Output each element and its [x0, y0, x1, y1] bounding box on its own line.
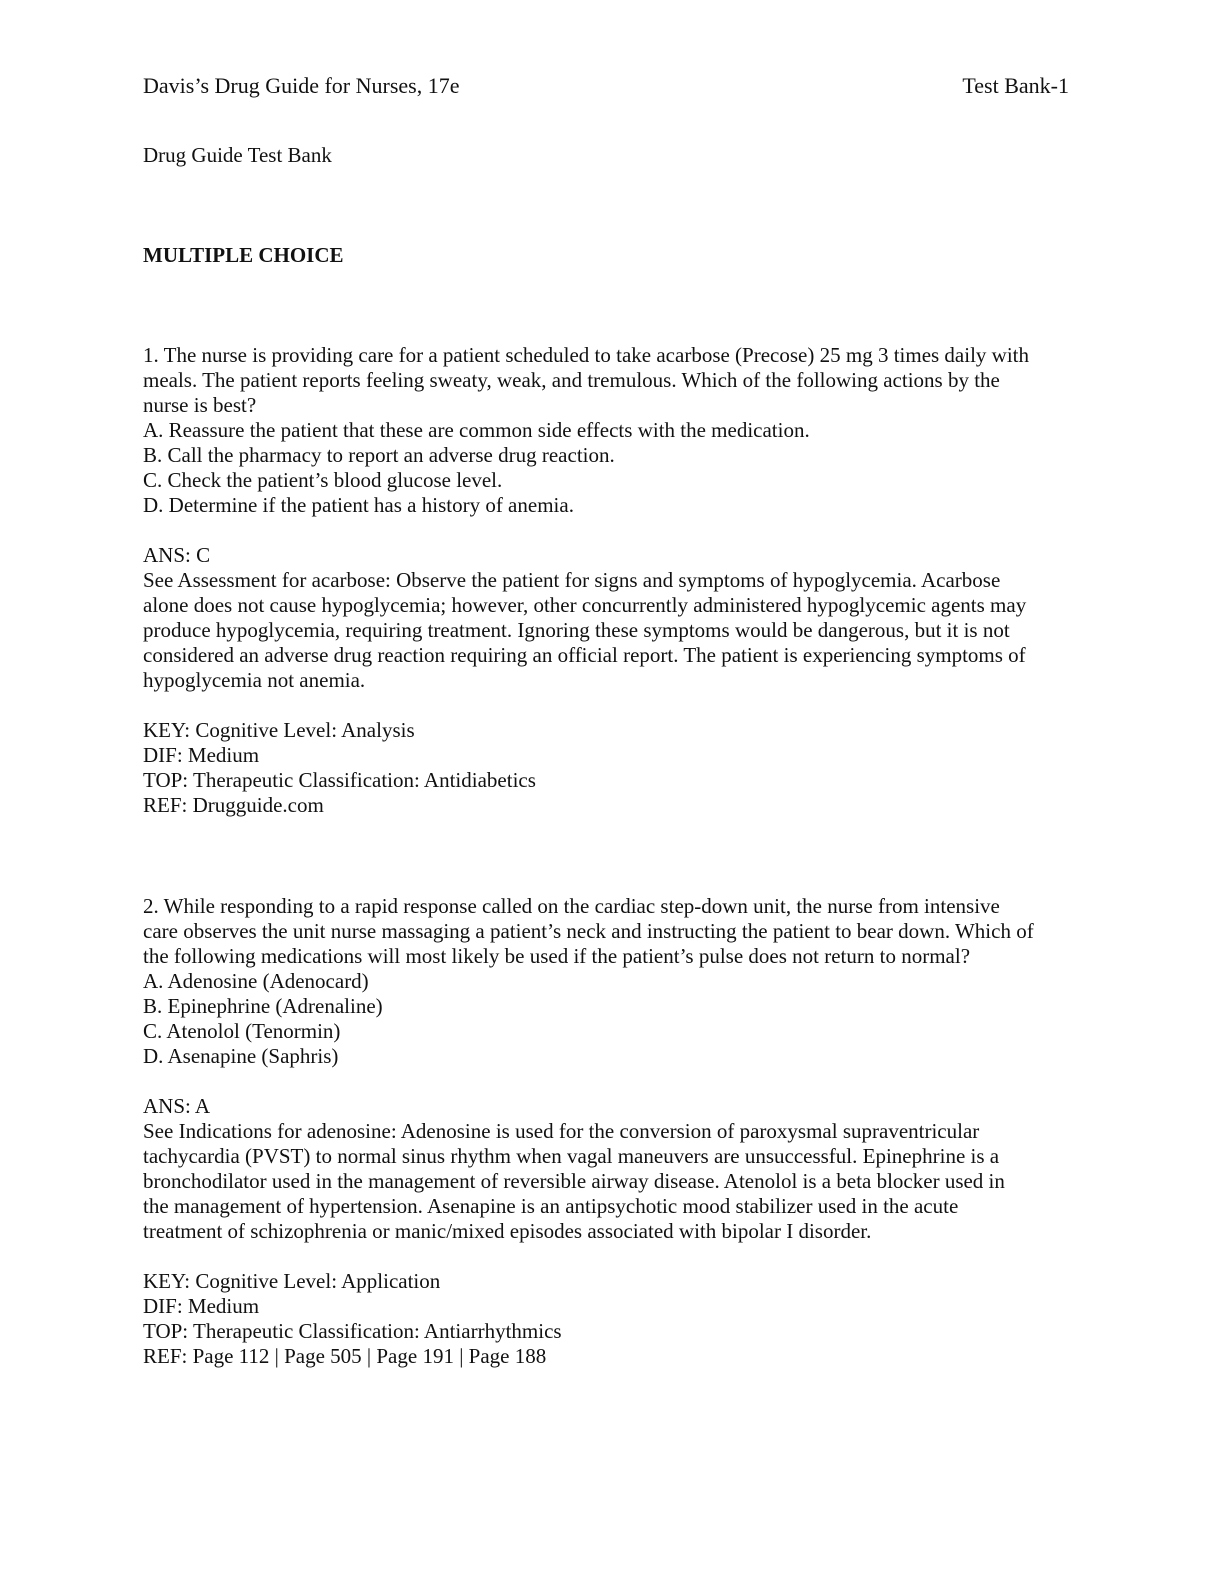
answer-options: [143, 418, 1073, 518]
option-d: D. Determine if the patient has a history of anemia.: [143, 493, 574, 517]
section-heading: MULTIPLE CHOICE: [143, 243, 344, 267]
option-a: A. Adenosine (Adenocard): [143, 969, 369, 993]
running-header: [143, 73, 1069, 99]
rationale-line: tachycardia (PVST) to normal sinus rhythm when vagal maneuvers are unsuccessful. Epinephrine is a: [143, 1144, 1000, 1168]
question-2: [143, 894, 1073, 1369]
rationale-line: hypoglycemia not anemia.: [143, 668, 366, 692]
option-d: D. Asenapine (Saphris): [143, 1044, 339, 1068]
option-a: A. Reassure the patient that these are common side effects with the medication.: [143, 418, 810, 442]
question-1: [143, 343, 1073, 818]
option-b: B. Epinephrine (Adrenaline): [143, 994, 383, 1018]
question-stem: [143, 894, 1073, 969]
rationale-line: See Assessment for acarbose: Observe the patient for signs and symptoms of hypoglycemia. Acarbose: [143, 568, 1001, 592]
answer-key: ANS: A: [143, 1094, 211, 1118]
meta-topic: TOP: Therapeutic Classification: Antiarrhythmics: [143, 1319, 562, 1343]
rationale-line: treatment of schizophrenia or manic/mixed episodes associated with bipolar I disorder.: [143, 1219, 872, 1243]
meta-difficulty: DIF: Medium: [143, 743, 260, 767]
option-c: C. Atenolol (Tenormin): [143, 1019, 341, 1043]
stem-line: nurse is best?: [143, 393, 257, 417]
rationale-line: considered an adverse drug reaction requiring an official report. The patient is experiencing symptoms of: [143, 643, 1026, 667]
rationale: [143, 1119, 1073, 1244]
stem-line: the following medications will most likely be used if the patient’s pulse does not return to normal?: [143, 944, 971, 968]
meta-difficulty: DIF: Medium: [143, 1294, 260, 1318]
meta-reference: REF: Drugguide.com: [143, 793, 324, 817]
header-book-title: Davis’s Drug Guide for Nurses, 17e: [143, 73, 460, 98]
option-b: B. Call the pharmacy to report an adverse drug reaction.: [143, 443, 615, 467]
header-page-label: Test Bank-1: [962, 73, 1069, 98]
rationale: [143, 568, 1073, 693]
stem-line: 2. While responding to a rapid response called on the cardiac step-down unit, the nurse from intensive: [143, 894, 1000, 918]
question-stem: [143, 343, 1073, 418]
meta-key: KEY: Cognitive Level: Analysis: [143, 718, 415, 742]
stem-line: care observes the unit nurse massaging a patient’s neck and instructing the patient to bear down. Which of: [143, 919, 1034, 943]
meta-reference: REF: Page 112 | Page 505 | Page 191 | Page 188: [143, 1344, 547, 1368]
rationale-line: See Indications for adenosine: Adenosine is used for the conversion of paroxysmal supraventricular: [143, 1119, 980, 1143]
meta-key: KEY: Cognitive Level: Application: [143, 1269, 441, 1293]
rationale-line: produce hypoglycemia, requiring treatment. Ignoring these symptoms would be dangerous, but it is not: [143, 618, 1010, 642]
rationale-line: alone does not cause hypoglycemia; however, other concurrently administered hypoglycemic agents may: [143, 593, 1027, 617]
question-metadata: [143, 1269, 1073, 1369]
rationale-line: the management of hypertension. Asenapine is an antipsychotic mood stabilizer used in the acute: [143, 1194, 959, 1218]
option-c: C. Check the patient’s blood glucose level.: [143, 468, 503, 492]
stem-line: meals. The patient reports feeling sweaty, weak, and tremulous. Which of the following actions by the: [143, 368, 1000, 392]
stem-line: 1. The nurse is providing care for a patient scheduled to take acarbose (Precose) 25 mg 3 times daily with: [143, 343, 1030, 367]
question-metadata: [143, 718, 1073, 818]
rationale-line: bronchodilator used in the management of reversible airway disease. Atenolol is a beta blocker used in: [143, 1169, 1005, 1193]
answer-options: [143, 969, 1073, 1069]
meta-topic: TOP: Therapeutic Classification: Antidiabetics: [143, 768, 536, 792]
document-subtitle: Drug Guide Test Bank: [143, 143, 332, 167]
answer-key: ANS: C: [143, 543, 211, 567]
